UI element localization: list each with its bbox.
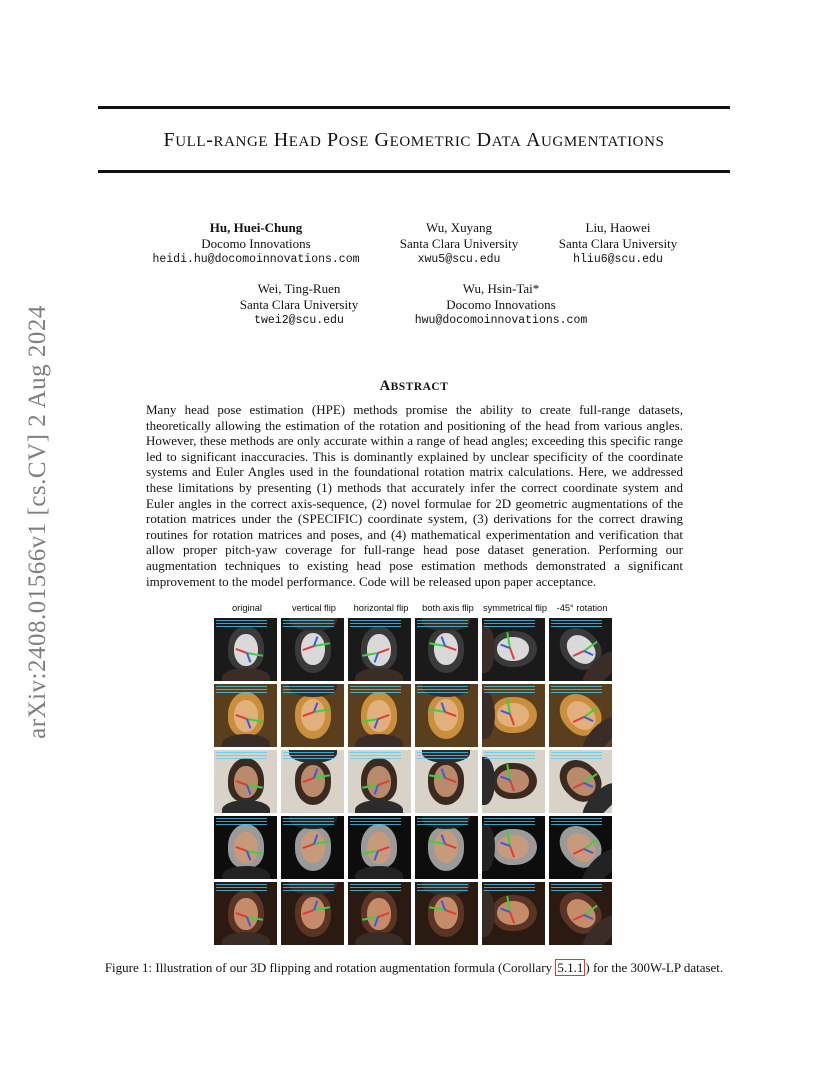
- augmented-face-image: [348, 750, 411, 813]
- caption-text-after: ) for the 300W-LP dataset.: [585, 960, 724, 975]
- pose-overlay-text: [216, 686, 267, 693]
- title-rule-top: [98, 106, 730, 109]
- face-illustration: [281, 816, 344, 879]
- augmented-face-image: [482, 816, 545, 879]
- author-block-2: [400, 220, 518, 268]
- title-part: UGMENTATIONS: [541, 134, 665, 150]
- pose-overlay-text: [551, 686, 602, 693]
- face-illustration: [348, 750, 411, 813]
- shoulders-shape: [482, 757, 495, 805]
- augmented-face-image: [281, 684, 344, 747]
- face-illustration: [214, 684, 277, 747]
- face-illustration: [214, 618, 277, 681]
- face-illustration: [549, 816, 612, 879]
- pose-overlay-text: [417, 686, 468, 693]
- pose-overlay-text: [551, 752, 602, 759]
- face-illustration: [281, 684, 344, 747]
- augmented-face-image: [415, 618, 478, 681]
- figure-column-label: original: [232, 603, 262, 613]
- pose-overlay-text: [484, 620, 535, 627]
- author-affiliation: Docomo Innovations: [446, 297, 556, 312]
- augmented-face-image: [549, 618, 612, 681]
- title-part: G: [368, 129, 390, 151]
- figure-image-grid: [214, 618, 614, 948]
- author-email[interactable]: hliu6@scu.edu: [573, 253, 663, 266]
- author-name: Hu, Huei-Chung: [209, 220, 303, 235]
- figure-column-label: both axis flip: [422, 603, 474, 613]
- abstract-heading: [98, 378, 730, 395]
- abstract-text: Many head pose estimation (HPE) methods promise the ability to create full-range datasets, theoretically allowing the estimation of the rotation and positioning of the head from various angles. However, these methods are only accurate within a range of head angles; exceeding this specific range led to significant inaccuracies. This is dominantly explained by unclear specificity of the coordinate systems and Euler Angles used in the foundational rotation matrix calculations. Here, we addressed these limitations by presenting (1) methods that accurately infer the correct coordinate system and Euler angles in the correct axis-sequence, (2) novel formulae for 2D geometric augmentations of the rotation matrices under the (SPECIFIC) coordinate system, (3) derivations for the correct drawing routines for rotation matrices and poses, and (4) mathematical experimentation and verification that allow proper pitch-yaw coverage for full-range head pose dataset generation. Performing our augmentation techniques to existing head pose estimation methods demonstrated a significant improvement to the model performance. Code will be released upon paper acceptance.: [146, 402, 683, 589]
- figure-column-label: horizontal flip: [353, 603, 409, 613]
- title-part: ATA: [491, 134, 522, 150]
- shoulders-shape: [482, 823, 495, 871]
- figure-column-label: symmetrical flip: [482, 603, 548, 613]
- figure-column-labels: [214, 603, 614, 617]
- author-name: Liu, Haowei: [585, 220, 651, 235]
- pose-overlay-text: [417, 620, 468, 627]
- augmented-face-image: [281, 750, 344, 813]
- face-illustration: [281, 618, 344, 681]
- shoulders-shape: [482, 691, 495, 739]
- pose-overlay-text: [350, 884, 401, 891]
- abstract-heading-rest: BSTRACT: [390, 381, 449, 393]
- pose-overlay-text: [484, 818, 535, 825]
- shoulders-shape: [482, 625, 495, 673]
- title-part: EAD: [288, 134, 322, 150]
- paper-title: [98, 129, 730, 152]
- pose-overlay-text: [283, 686, 334, 693]
- title-part: RANGE: [213, 134, 269, 150]
- face-illustration: [214, 750, 277, 813]
- face-illustration: [549, 750, 612, 813]
- pose-overlay-text: [551, 818, 602, 825]
- pose-overlay-text: [350, 752, 401, 759]
- face-illustration: [415, 816, 478, 879]
- pose-overlay-text: [283, 620, 334, 627]
- augmented-face-image: [549, 882, 612, 945]
- face-illustration: [281, 882, 344, 945]
- face-illustration: [415, 882, 478, 945]
- augmented-face-image: [214, 618, 277, 681]
- augmented-face-image: [482, 882, 545, 945]
- title-part: EOMETRIC: [389, 134, 472, 150]
- pose-overlay-text: [551, 884, 602, 891]
- author-affiliation: Santa Clara University: [399, 236, 519, 251]
- figure-column-label: -45° rotation: [556, 603, 608, 613]
- augmented-face-image: [549, 750, 612, 813]
- author-affiliation: Docomo Innovations: [201, 236, 311, 251]
- pose-overlay-text: [551, 620, 602, 627]
- pose-overlay-text: [350, 686, 401, 693]
- shoulders-shape: [355, 800, 403, 813]
- augmented-face-image: [482, 750, 545, 813]
- augmented-face-image: [415, 882, 478, 945]
- author-email[interactable]: heidi.hu@docomoinnovations.com: [152, 253, 360, 266]
- pose-overlay-text: [283, 818, 334, 825]
- face-illustration: [348, 618, 411, 681]
- pose-overlay-text: [417, 818, 468, 825]
- augmented-face-image: [214, 750, 277, 813]
- augmented-face-image: [482, 684, 545, 747]
- face-illustration: [281, 750, 344, 813]
- face-illustration: [482, 618, 545, 681]
- augmented-face-image: [348, 816, 411, 879]
- face-illustration: [348, 684, 411, 747]
- author-block-5: [415, 281, 588, 329]
- figure-column-label: vertical flip: [292, 603, 336, 613]
- title-part: ULL: [175, 134, 207, 150]
- author-email[interactable]: hwu@docomoinnovations.com: [414, 314, 588, 327]
- pose-overlay-text: [417, 752, 468, 759]
- augmented-face-image: [214, 816, 277, 879]
- title-part: P: [321, 129, 339, 151]
- augmented-face-image: [415, 816, 478, 879]
- shoulders-shape: [355, 866, 403, 879]
- face-illustration: [214, 816, 277, 879]
- shoulders-shape: [355, 668, 403, 681]
- face-illustration: [482, 882, 545, 945]
- face-illustration: [214, 882, 277, 945]
- pose-overlay-text: [350, 818, 401, 825]
- augmented-face-image: [281, 618, 344, 681]
- title-part: D: [471, 129, 492, 151]
- augmented-face-image: [214, 684, 277, 747]
- author-affiliation: Santa Clara University: [558, 236, 678, 251]
- arxiv-identifier-stamp[interactable]: arXiv:2408.01566v1 [cs.CV] 2 Aug 2024: [24, 305, 51, 739]
- author-affiliation: Santa Clara University: [239, 297, 359, 312]
- augmented-face-image: [549, 816, 612, 879]
- augmented-face-image: [348, 618, 411, 681]
- caption-text-before: Figure 1: Illustration of our 3D flipping and rotation augmentation formula (Corollary: [104, 960, 556, 975]
- shoulders-shape: [355, 932, 403, 945]
- pose-overlay-text: [350, 620, 401, 627]
- face-illustration: [348, 816, 411, 879]
- pose-overlay-text: [484, 884, 535, 891]
- title-part: -: [206, 129, 214, 151]
- shoulders-shape: [482, 889, 495, 937]
- shoulders-shape: [222, 800, 270, 813]
- pose-overlay-text: [417, 884, 468, 891]
- shoulders-shape: [355, 734, 403, 747]
- abstract-heading-initial: A: [379, 378, 391, 394]
- title-part: A: [521, 129, 541, 151]
- author-email[interactable]: twei2@scu.edu: [254, 314, 344, 327]
- augmented-face-image: [415, 750, 478, 813]
- face-illustration: [415, 618, 478, 681]
- author-name: Wei, Ting-Ruen: [257, 281, 341, 296]
- figure-caption: [98, 960, 730, 976]
- face-illustration: [415, 684, 478, 747]
- face-illustration: [549, 684, 612, 747]
- augmented-face-image: [482, 618, 545, 681]
- author-block-1: [152, 220, 359, 268]
- augmented-face-image: [348, 684, 411, 747]
- pose-overlay-text: [216, 752, 267, 759]
- pose-overlay-text: [283, 752, 334, 759]
- author-block-4: [240, 281, 358, 329]
- title-part: H: [268, 129, 289, 151]
- augmented-face-image: [281, 816, 344, 879]
- corollary-reference-link[interactable]: 5.1.1: [557, 960, 584, 975]
- augmented-face-image: [281, 882, 344, 945]
- shoulders-shape: [222, 668, 270, 681]
- pose-overlay-text: [216, 884, 267, 891]
- face-illustration: [348, 882, 411, 945]
- face-illustration: [482, 750, 545, 813]
- shoulders-shape: [222, 932, 270, 945]
- augmented-face-image: [549, 684, 612, 747]
- author-name: Wu, Hsin-Tai*: [462, 281, 540, 296]
- title-rule-bottom: [98, 170, 730, 173]
- pose-overlay-text: [216, 818, 267, 825]
- author-email[interactable]: xwu5@scu.edu: [417, 253, 501, 266]
- shoulders-shape: [222, 866, 270, 879]
- pose-overlay-text: [484, 686, 535, 693]
- augmented-face-image: [214, 882, 277, 945]
- pose-overlay-text: [216, 620, 267, 627]
- face-illustration: [549, 618, 612, 681]
- face-illustration: [482, 684, 545, 747]
- author-name: Wu, Xuyang: [426, 220, 492, 235]
- face-illustration: [482, 816, 545, 879]
- author-block-3: [559, 220, 677, 268]
- pose-overlay-text: [484, 752, 535, 759]
- shoulders-shape: [222, 734, 270, 747]
- title-part: F: [163, 129, 176, 151]
- face-illustration: [549, 882, 612, 945]
- face-illustration: [415, 750, 478, 813]
- augmented-face-image: [348, 882, 411, 945]
- pose-overlay-text: [283, 884, 334, 891]
- augmented-face-image: [415, 684, 478, 747]
- title-part: OSE: [338, 134, 369, 150]
